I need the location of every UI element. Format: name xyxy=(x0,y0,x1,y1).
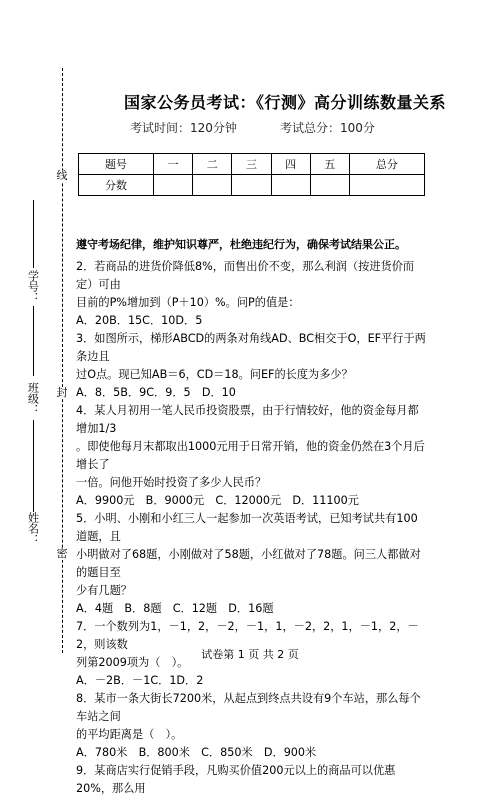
score-cell[interactable] xyxy=(271,175,310,196)
content-line: 8．某市一条大街长7200米，从起点到终点共设有9个车站，那么每个车站之间 xyxy=(76,692,421,723)
score-table-header-cell: 题号 xyxy=(79,154,154,175)
score-table-score-row xyxy=(79,175,425,196)
name-label-text: 姓名： xyxy=(26,512,40,545)
content-line: 的平均距离是（ ）。 xyxy=(76,728,183,741)
score-cell[interactable] xyxy=(349,175,424,196)
content-line: 4．某人月初用一笔人民币投资股票，由于行情较好，他的资金每月都增加1/3 xyxy=(76,404,419,435)
content-line: 少有几题？ xyxy=(76,584,132,597)
content-line: 小明做对了68题，小刚做对了58题，小红做对了78题。问三人都做对的题目至 xyxy=(76,548,421,579)
score-table-header-cell: 总分 xyxy=(349,154,424,175)
score-row-label: 分数 xyxy=(79,175,154,196)
content-line: 7．一个数列为1，－1，2，－2，－1，1，－2，2，1，－1，2，－2，则该数 xyxy=(76,620,419,651)
score-cell[interactable] xyxy=(154,175,193,196)
name-rule xyxy=(33,420,34,512)
score-table-header-cell: 四 xyxy=(271,154,310,175)
class-label-text: 班级： xyxy=(26,382,40,415)
class-rule xyxy=(33,306,34,376)
binding-char-seal: 封 xyxy=(56,386,68,399)
content-line: 过O点。现已知AB＝6，CD＝18。问EF的长度为多少？ xyxy=(76,368,353,381)
class-label xyxy=(26,382,40,418)
content-line: 列第2009项为（ ）。 xyxy=(76,656,189,669)
score-table-header-cell: 一 xyxy=(154,154,193,175)
page-footer: 试卷第 1 页 共 2 页 xyxy=(201,648,299,661)
score-table-header-cell: 五 xyxy=(310,154,349,175)
student-id-label-text: 学号： xyxy=(26,270,40,303)
content-line: A．20B．15C．10D．5 xyxy=(76,314,203,327)
content-line: 目前的P%增加到（P＋10）%。问P的值是： xyxy=(76,296,300,309)
content-line: 。即使他每月末都取出1000元用于日常开销，他的资金仍然在3个月后增长了 xyxy=(76,440,425,471)
name-label xyxy=(26,512,40,548)
content-line: A．－2B．－1C．1D．2 xyxy=(76,674,204,687)
exam-total-score: 考试总分：100分 xyxy=(280,121,375,135)
content-line: 3．如图所示，梯形ABCD的两条对角线AD、BC相交于O，EF平行于两条边且 xyxy=(76,332,426,363)
score-cell[interactable] xyxy=(193,175,232,196)
exam-notice: 遵守考场纪律，维护知识尊严，杜绝违纪行为，确保考试结果公正。 xyxy=(76,238,406,251)
exam-time: 考试时间：120分钟 xyxy=(130,121,237,135)
content-line: 5．小明、小刚和小红三人一起参加一次英语考试，已知考试共有100道题，且 xyxy=(76,512,418,543)
score-table-header-cell: 三 xyxy=(232,154,271,175)
question-content xyxy=(76,258,428,798)
binding-char-line: 线 xyxy=(56,169,68,182)
content-line: A．9900元 B．9000元 C．12000元 D．11100元 xyxy=(76,494,359,507)
score-cell[interactable] xyxy=(232,175,271,196)
content-line: A．780米 B．800米 C．850米 D．900米 xyxy=(76,746,317,759)
student-id-rule xyxy=(33,200,34,268)
student-id-label xyxy=(26,270,40,306)
score-table-header-cell: 二 xyxy=(193,154,232,175)
score-table xyxy=(78,153,425,196)
content-line: A．4题 B．8题 C．12题 D．16题 xyxy=(76,602,274,615)
content-line: A．8．5B．9C．9．5 D．10 xyxy=(76,386,236,399)
binding-char-secret: 密 xyxy=(56,547,68,560)
binding-dashed-line xyxy=(62,68,63,653)
content-line: 2．若商品的进货价降低8%，而售出价不变，那么利润（按进货价而定）可由 xyxy=(76,260,415,291)
page-title: 国家公务员考试：《行测》高分训练数量关系 xyxy=(123,93,446,112)
content-line: 9．某商店实行促销手段，凡购买价值200元以上的商品可以优惠20%，那么用 xyxy=(76,764,396,795)
score-cell[interactable] xyxy=(310,175,349,196)
score-table-header-row xyxy=(79,154,425,175)
content-line: 一倍。问他开始时投资了多少人民币？ xyxy=(76,476,267,489)
